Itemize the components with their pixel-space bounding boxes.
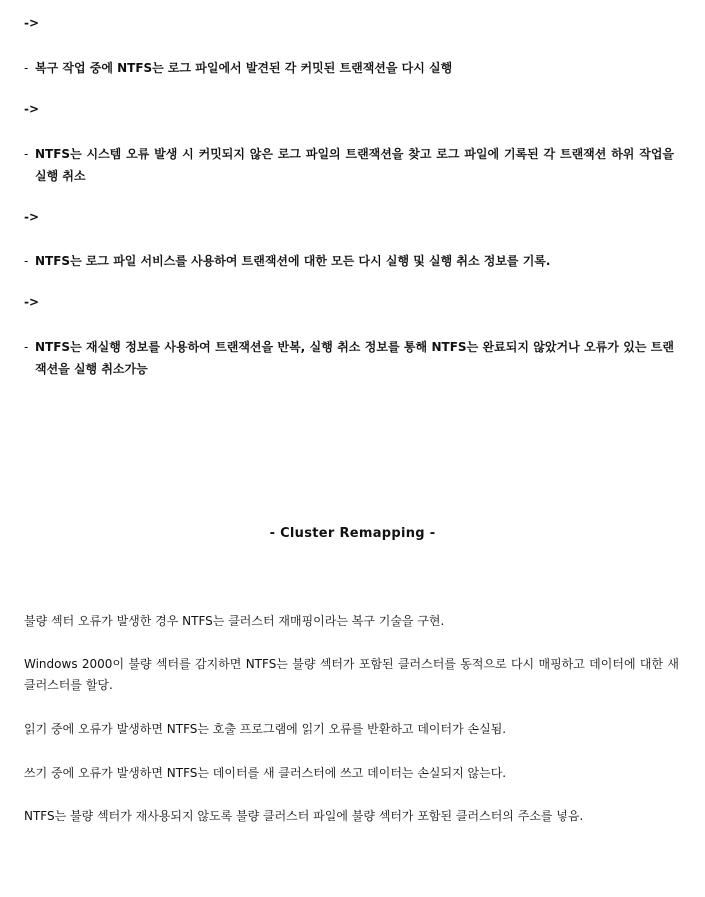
bullet-text: NTFS는 로그 파일 서비스를 사용하여 트랜잭션에 대한 모든 다시 실행 및 실행 취소 정보를 기록. [35,254,551,268]
bullet-dash: - [24,147,29,161]
bullet-dash: - [24,340,29,354]
bullet-text: NTFS는 재실행 정보를 사용하여 트랜잭션을 반복, 실행 취소 정보를 통해 NTFS는 완료되지 않았거나 오류가 있는 트랜잭션을 실행 취소가능 [35,340,674,376]
paragraph: 불량 섹터 오류가 발생한 경우 NTFS는 클러스터 재매핑이라는 복구 기술을 구현. [24,614,445,628]
bullet-item [24,250,674,272]
paragraph: 읽기 중에 오류가 발생하면 NTFS는 호출 프로그램에 읽기 오류를 반환하고 데이터가 손실됨. [24,722,507,736]
arrow-marker: -> [24,295,40,309]
section-title: - Cluster Remapping - [269,526,436,541]
bullet-dash: - [24,254,29,268]
bullet-text: 복구 작업 중에 NTFS는 로그 파일에서 발견된 각 커밋된 트랜잭션을 다시 실행 [35,61,453,75]
bullet-text: NTFS는 시스템 오류 발생 시 커밋되지 않은 로그 파일의 트랜잭션을 찾고 로그 파일에 기록된 각 트랜잭션 하위 작업을 실행 취소 [35,147,674,183]
bullet-item [24,57,674,79]
bullet-item [24,336,674,380]
bullet-dash: - [24,61,29,75]
arrow-marker: -> [24,210,40,224]
paragraph: 쓰기 중에 오류가 발생하면 NTFS는 데이터를 새 클러스터에 쓰고 데이터는 손실되지 않는다. [24,766,507,780]
paragraph: NTFS는 불량 섹터가 재사용되지 않도록 불량 클러스터 파일에 불량 섹터가 포함된 클러스터의 주소를 넣음. [24,809,584,823]
arrow-marker: -> [24,102,40,116]
paragraph: Windows 2000이 불량 섹터를 감지하면 NTFS는 불량 섹터가 포함된 클러스터를 동적으로 다시 매핑하고 데이터에 대한 새 클러스터를 할당. [24,657,679,692]
arrow-marker: -> [24,16,40,30]
bullet-item [24,143,674,187]
